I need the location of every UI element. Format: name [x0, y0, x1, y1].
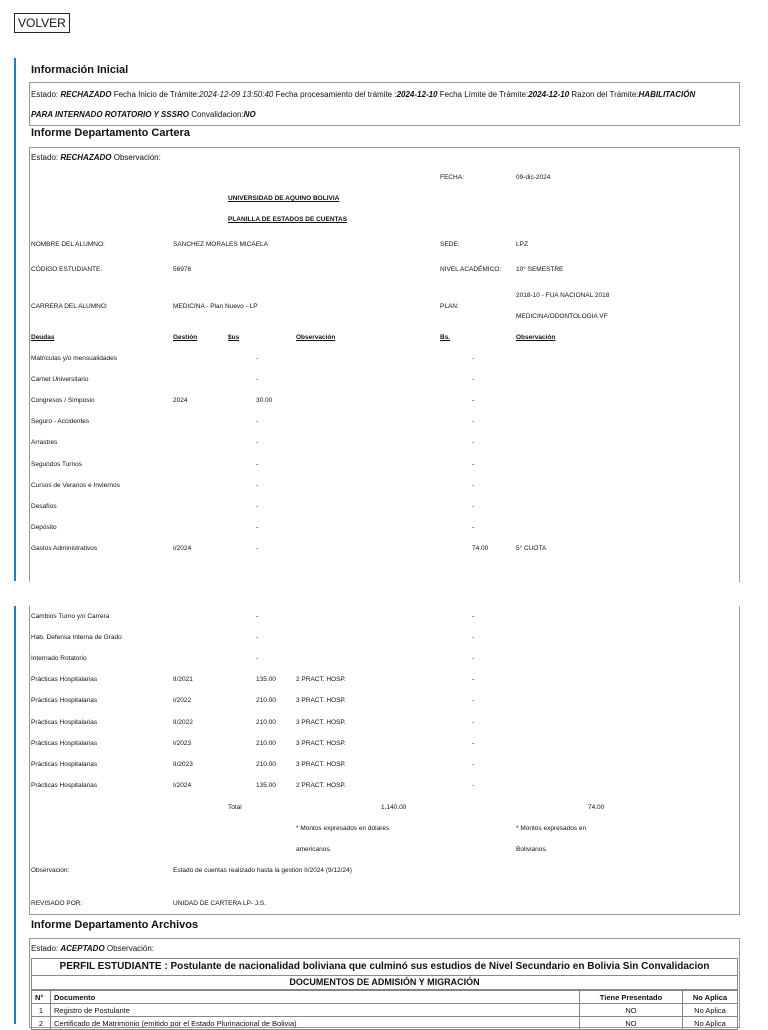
section-title-info-inicial: Información Inicial — [31, 64, 129, 76]
cell-deuda: Cursos de Veranos e Inviernos — [31, 481, 120, 489]
obs-value: Estado de cuentas realizado hasta la gestión II/2024 (9/12/24) — [173, 867, 352, 874]
cell-deuda: Desafíos — [31, 502, 57, 510]
col-header-sus: $us — [228, 334, 240, 341]
cell-observacion: 3 PRACT. HOSP. — [296, 718, 346, 726]
docs-table-header — [32, 991, 738, 1004]
col-header-observacion: Observación — [296, 334, 336, 341]
carrera-label: CARRERA DEL ALUMNO: — [31, 303, 108, 310]
fecha-value: 09-dic-2024 — [516, 174, 551, 181]
nombre-value: SANCHEZ MORALES MICAELA — [173, 241, 268, 248]
cell-deuda: Prácticas Hospitalarias — [31, 676, 98, 684]
cell-bs: 74.00 — [472, 544, 489, 552]
sede-label: SEDE: — [440, 241, 460, 248]
total-sus: 1,140.00 — [381, 804, 407, 811]
archivos-estado-line — [31, 944, 154, 953]
nivel-label: NIVEL ACADÉMICO: — [440, 266, 502, 273]
cell-sus: - — [256, 481, 259, 489]
cell-sus: - — [256, 439, 259, 447]
cell-sus: 30.00 — [256, 397, 273, 405]
cell-bs: - — [472, 460, 475, 468]
estado-label: Estado: — [31, 90, 59, 99]
convalidacion-label: Convalidacion: — [191, 110, 244, 119]
cell-deuda: Internado Rotatorio — [31, 655, 87, 663]
cell-bs: - — [472, 613, 475, 620]
fecha-limite-label: Fecha Límite de Trámite: — [439, 90, 529, 99]
revisado-label: REVISADO POR: — [31, 900, 83, 907]
docs-title: DOCUMENTOS DE ADMISIÓN Y MIGRACIÓN — [31, 976, 738, 990]
cell-deuda: Cambios Turno y/o Carrera — [31, 613, 110, 620]
cartera-estado-line — [31, 153, 161, 162]
estado-value: ACEPTADO — [60, 944, 105, 953]
doc-name: Registro de Postulante — [51, 1004, 580, 1017]
total-label: Total — [228, 804, 242, 811]
cell-bs: - — [472, 676, 475, 684]
universidad-title: UNIVERSIDAD DE AQUINO BOLIVIA — [228, 195, 340, 202]
cell-sus: 210.00 — [256, 739, 276, 747]
cell-bs: - — [472, 523, 475, 531]
cell-bs: - — [472, 634, 475, 642]
convalidacion-value: NO — [243, 110, 256, 119]
total-bs: 74.00 — [588, 804, 605, 811]
cell-bs: - — [472, 418, 475, 426]
cell-deuda: Depósito — [31, 523, 57, 531]
cell-deuda: Prácticas Hospitalarias — [31, 781, 98, 789]
nota-bs-cont: Bolivianos. — [516, 846, 548, 853]
cell-deuda: Carnet Universitario — [31, 376, 89, 384]
cell-sus: - — [256, 355, 259, 362]
cell-gestion: II/2023 — [173, 760, 193, 768]
cell-deuda: Prácticas Hospitalarias — [31, 739, 98, 747]
col-header-bs: Bs. — [440, 334, 451, 341]
fecha-inicio-label: Fecha Inicio de Trámite: — [113, 90, 200, 99]
cartera-box — [29, 147, 740, 915]
plan-label: PLAN: — [440, 303, 459, 310]
cell-sus: 210.00 — [256, 718, 276, 726]
col-header-presentado: Tiene Presentado — [580, 991, 683, 1004]
cell-sus: - — [256, 376, 259, 384]
cell-bs: - — [472, 655, 475, 663]
carrera-value: MEDICINA - Plan Nuevo - LP — [173, 303, 258, 310]
cell-sus: 135.00 — [256, 676, 276, 684]
cell-deuda: Arrastres — [31, 439, 58, 447]
cell-sus: 135.00 — [256, 781, 276, 789]
cell-deuda: Prácticas Hospitalarias — [31, 718, 98, 726]
obs-label: Observación: — [31, 867, 70, 874]
plan-value: 2018-10 - FUA NACIONAL 2018 — [516, 292, 610, 299]
razon-label: Razon del Trámite: — [571, 90, 639, 99]
col-header-documento: Documento — [51, 991, 580, 1004]
doc-presentado: NO — [580, 1017, 683, 1030]
section-title-cartera: Informe Departamento Cartera — [31, 127, 190, 139]
doc-no-aplica: No Aplica — [683, 1017, 738, 1030]
nota-sus: * Montos expresados en dólares — [296, 825, 390, 832]
left-accent-bar — [14, 606, 16, 1024]
page-break — [0, 582, 768, 606]
estado-value: RECHAZADO — [60, 153, 112, 162]
col-header-observacion-bs: Observación — [516, 334, 556, 341]
cell-bs: - — [472, 481, 475, 489]
cell-sus: - — [256, 523, 259, 531]
razon-value-cont: PARA INTERNADO ROTATORIO Y SSSRO — [31, 110, 189, 119]
cell-gestion: 2024 — [173, 397, 188, 405]
estado-label: Estado: — [31, 944, 59, 953]
col-header-deudas: Deudas — [31, 334, 55, 341]
cell-deuda: Seguro - Accidentes — [31, 418, 90, 426]
cell-bs: - — [472, 502, 475, 510]
info-inicial-line-1 — [31, 90, 739, 99]
left-accent-bar — [14, 58, 16, 581]
cell-gestion: I/2024 — [173, 781, 192, 789]
revisado-value: UNIDAD DE CARTERA LP- J.S. — [173, 900, 267, 907]
cell-sus: - — [256, 655, 259, 663]
nivel-value: 10° SEMESTRE — [516, 266, 564, 273]
cell-gestion: I/2024 — [173, 544, 192, 552]
nota-sus-cont: americanos. — [296, 846, 332, 853]
info-inicial-box — [29, 82, 740, 126]
fecha-proc-value: 2024-12-10 — [396, 90, 438, 99]
fecha-limite-value: 2024-12-10 — [528, 90, 570, 99]
nombre-label: NOMBRE DEL ALUMNO: — [31, 241, 105, 248]
cell-bs: - — [472, 739, 475, 747]
codigo-value: 56976 — [173, 266, 192, 273]
info-inicial-line-2 — [31, 110, 256, 119]
cell-observacion: 3 PRACT. HOSP. — [296, 697, 346, 705]
nota-bs: * Montos expresados en — [516, 825, 587, 832]
cell-bs: - — [472, 355, 475, 362]
cell-observacion-bs: 5° CUOTA — [516, 544, 547, 552]
cell-observacion: 2 PRACT. HOSP. — [296, 781, 346, 789]
planilla-title: PLANILLA DE ESTADOS DE CUENTAS — [228, 216, 348, 223]
observacion-label: Observación: — [106, 944, 155, 953]
volver-button[interactable]: VOLVER — [14, 13, 70, 33]
doc-num: 2 — [32, 1017, 51, 1030]
doc-presentado: NO — [580, 1004, 683, 1017]
col-header-gestion: Gestión — [173, 334, 198, 341]
cell-deuda: Hab. Defensa Interna de Grado — [31, 634, 122, 642]
cell-bs: - — [472, 376, 475, 384]
col-header-num: N° — [32, 991, 51, 1004]
estado-value: RECHAZADO — [60, 90, 112, 99]
cell-deuda: Prácticas Hospitalarias — [31, 760, 98, 768]
cell-deuda: Gastos Administrativos — [31, 544, 98, 552]
cell-sus: 210.00 — [256, 760, 276, 768]
sede-value: LPZ — [516, 241, 528, 248]
cell-sus: - — [256, 613, 259, 620]
cell-deuda: Segundos Turnos — [31, 460, 82, 468]
plan-value-cont: MEDICINA/ODONTOLOGIA VF — [516, 313, 608, 320]
fecha-proc-label: Fecha procesamiento del trámite : — [275, 90, 397, 99]
cell-observacion: 3 PRACT. HOSP. — [296, 739, 346, 747]
cell-observacion: 3 PRACT. HOSP. — [296, 760, 346, 768]
doc-num: 1 — [32, 1004, 51, 1017]
razon-value: HABILITACIÓN — [638, 90, 696, 99]
cell-gestion: II/2022 — [173, 718, 193, 726]
section-title-archivos: Informe Departamento Archivos — [31, 919, 199, 931]
doc-name: Certificado de Matrimonio (emitido por el Estado Plurinacional de Bolivia) — [51, 1017, 580, 1030]
cell-sus: 210.00 — [256, 697, 276, 705]
cell-bs: - — [472, 718, 475, 726]
cell-sus: - — [256, 502, 259, 510]
cell-sus: - — [256, 460, 259, 468]
cell-bs: - — [472, 439, 475, 447]
table-row — [32, 1017, 738, 1030]
cell-sus: - — [256, 634, 259, 642]
cell-gestion: I/2022 — [173, 697, 192, 705]
cell-deuda: Congresos / Simposio — [31, 397, 95, 405]
cell-bs: - — [472, 697, 475, 705]
cell-sus: - — [256, 418, 259, 426]
codigo-label: CÓDIGO ESTUDIANTE: — [31, 266, 103, 273]
observacion-label: Observación: — [113, 153, 161, 162]
cell-gestion: I/2023 — [173, 739, 192, 747]
estado-label: Estado: — [31, 153, 59, 162]
cell-gestion: II/2021 — [173, 676, 193, 684]
fecha-inicio-value: 2024-12-09 13:50:40 — [199, 90, 274, 99]
cell-observacion: 2 PRACT. HOSP. — [296, 676, 346, 684]
docs-table — [31, 990, 738, 1030]
doc-no-aplica: No Aplica — [683, 1004, 738, 1017]
cell-bs: - — [472, 760, 475, 768]
perfil-estudiante-banner: PERFIL ESTUDIANTE : Postulante de nacionalidad boliviana que culminó sus estudios de Nivel Secundario en Bolivia Sin Convalidacion — [31, 958, 738, 976]
cell-deuda: Matrículas y/o mensualidades — [31, 355, 117, 362]
cell-bs: - — [472, 397, 475, 405]
col-header-no-aplica: No Aplica — [683, 991, 738, 1004]
fecha-label: FECHA: — [440, 174, 464, 181]
cell-sus: - — [256, 544, 259, 552]
cell-deuda: Prácticas Hospitalarias — [31, 697, 98, 705]
table-row — [32, 1004, 738, 1017]
cell-bs: - — [472, 781, 475, 789]
